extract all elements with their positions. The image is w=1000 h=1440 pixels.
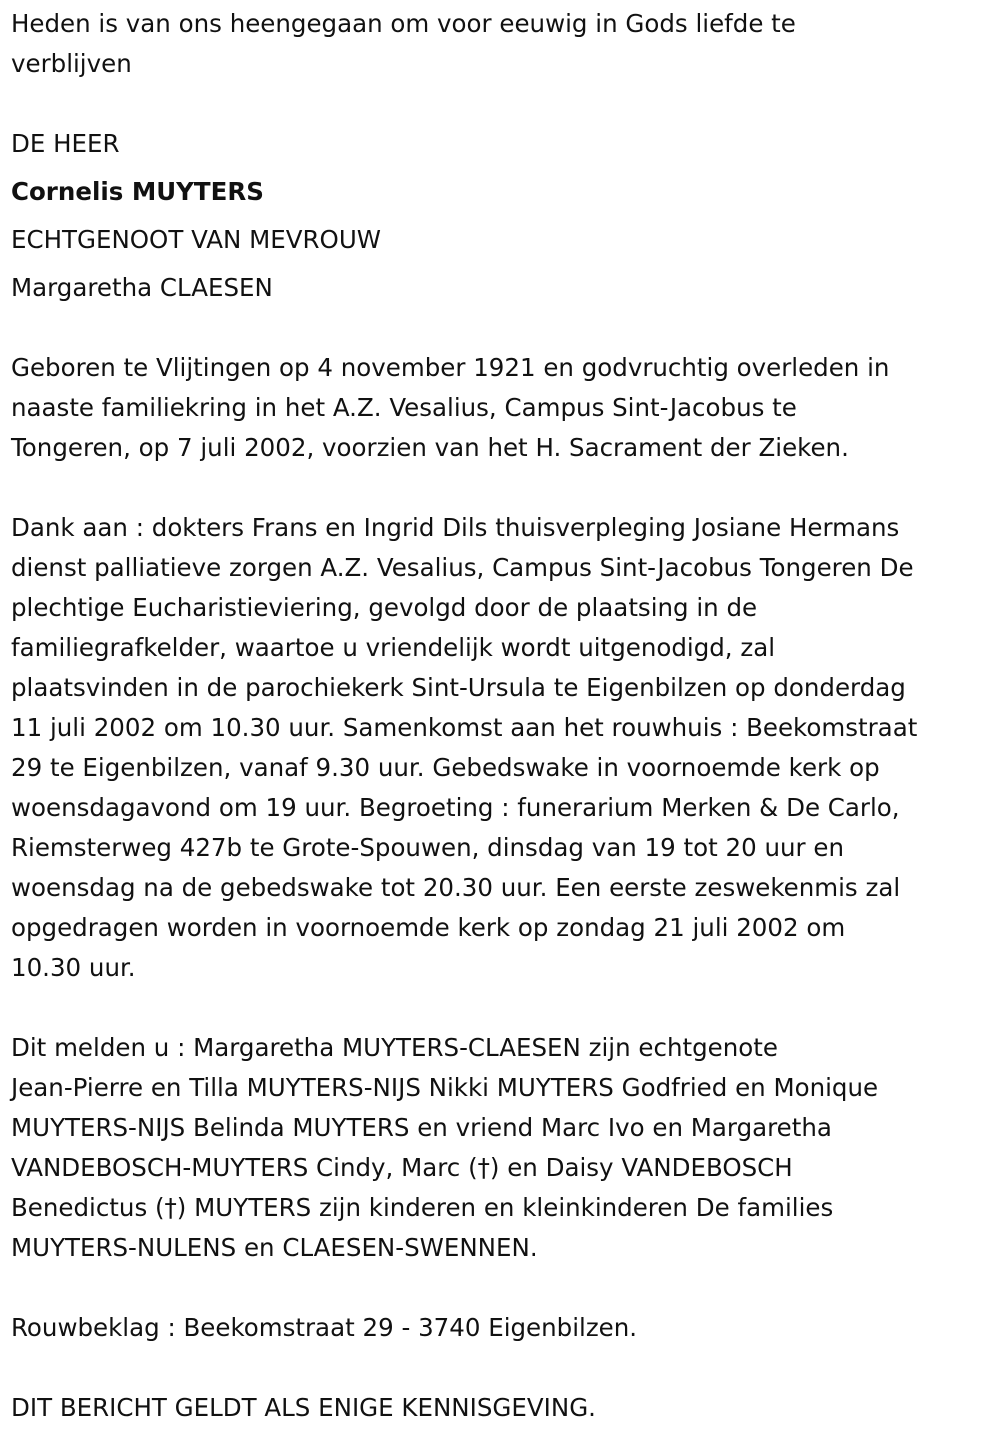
spacer bbox=[11, 1268, 988, 1308]
paragraph-line: woensdagavond om 19 uur. Begroeting : funerarium Merken & De Carlo, bbox=[11, 793, 900, 822]
paragraph-line: 11 juli 2002 om 10.30 uur. Samenkomst aan het rouwhuis : Beekomstraat bbox=[11, 713, 918, 742]
intro-line-2: verblijven bbox=[11, 49, 132, 78]
birth-death-paragraph bbox=[11, 348, 988, 468]
spacer bbox=[11, 1348, 988, 1388]
paragraph-line: plaatsvinden in de parochiekerk Sint-Ursula te Eigenbilzen op donderdag bbox=[11, 673, 906, 702]
paragraph-line: 29 te Eigenbilzen, vanaf 9.30 uur. Gebedswake in voornoemde kerk op bbox=[11, 753, 880, 782]
family-paragraph bbox=[11, 1028, 988, 1268]
paragraph-line: MUYTERS-NIJS Belinda MUYTERS en vriend Marc Ivo en Margaretha bbox=[11, 1113, 832, 1142]
intro-line-1: Heden is van ons heengegaan om voor eeuwig in Gods liefde te bbox=[11, 9, 796, 38]
deceased-name: Cornelis MUYTERS bbox=[11, 177, 264, 206]
paragraph-line: Tongeren, op 7 juli 2002, voorzien van het H. Sacrament der Zieken. bbox=[11, 433, 849, 462]
paragraph-line: Dank aan : dokters Frans en Ingrid Dils thuisverpleging Josiane Hermans bbox=[11, 513, 900, 542]
paragraph-line: VANDEBOSCH-MUYTERS Cindy, Marc (†) en Daisy VANDEBOSCH bbox=[11, 1153, 793, 1182]
paragraph-line: Jean-Pierre en Tilla MUYTERS-NIJS Nikki MUYTERS Godfried en Monique bbox=[11, 1073, 879, 1102]
deceased-title: DE HEER bbox=[11, 129, 120, 158]
spacer bbox=[11, 308, 988, 348]
paragraph-line: Geboren te Vlijtingen op 4 november 1921 en godvruchtig overleden in bbox=[11, 353, 890, 382]
paragraph-line: familiegrafkelder, waartoe u vriendelijk wordt uitgenodigd, zal bbox=[11, 633, 776, 662]
paragraph-line: 10.30 uur. bbox=[11, 953, 136, 982]
paragraph-line: Riemsterweg 427b te Grote-Spouwen, dinsdag van 19 tot 20 uur en bbox=[11, 833, 844, 862]
paragraph-line: naaste familiekring in het A.Z. Vesalius, Campus Sint-Jacobus te bbox=[11, 393, 797, 422]
paragraph-line: plechtige Eucharistieviering, gevolgd door de plaatsing in de bbox=[11, 593, 758, 622]
paragraph-line: opgedragen worden in voornoemde kerk op zondag 21 juli 2002 om bbox=[11, 913, 846, 942]
intro-text bbox=[11, 4, 988, 84]
spouse-name: Margaretha CLAESEN bbox=[11, 273, 273, 302]
official-notice: DIT BERICHT GELDT ALS ENIGE KENNISGEVING. bbox=[11, 1393, 596, 1422]
deceased-relation: ECHTGENOOT VAN MEVROUW bbox=[11, 225, 382, 254]
spacer bbox=[11, 988, 988, 1028]
paragraph-line: Dit melden u : Margaretha MUYTERS-CLAESEN zijn echtgenote bbox=[11, 1033, 778, 1062]
spacer bbox=[11, 468, 988, 508]
spacer bbox=[11, 84, 988, 124]
condolence-address: Rouwbeklag : Beekomstraat 29 - 3740 Eigenbilzen. bbox=[11, 1313, 638, 1342]
paragraph-line: woensdag na de gebedswake tot 20.30 uur. Een eerste zeswekenmis zal bbox=[11, 873, 901, 902]
deceased-block bbox=[11, 124, 988, 308]
paragraph-line: dienst palliatieve zorgen A.Z. Vesalius, Campus Sint-Jacobus Tongeren De bbox=[11, 553, 914, 582]
paragraph-line: Benedictus (†) MUYTERS zijn kinderen en kleinkinderen De families bbox=[11, 1193, 834, 1222]
paragraph-line: MUYTERS-NULENS en CLAESEN-SWENNEN. bbox=[11, 1233, 538, 1262]
thanks-ceremony-paragraph bbox=[11, 508, 988, 988]
